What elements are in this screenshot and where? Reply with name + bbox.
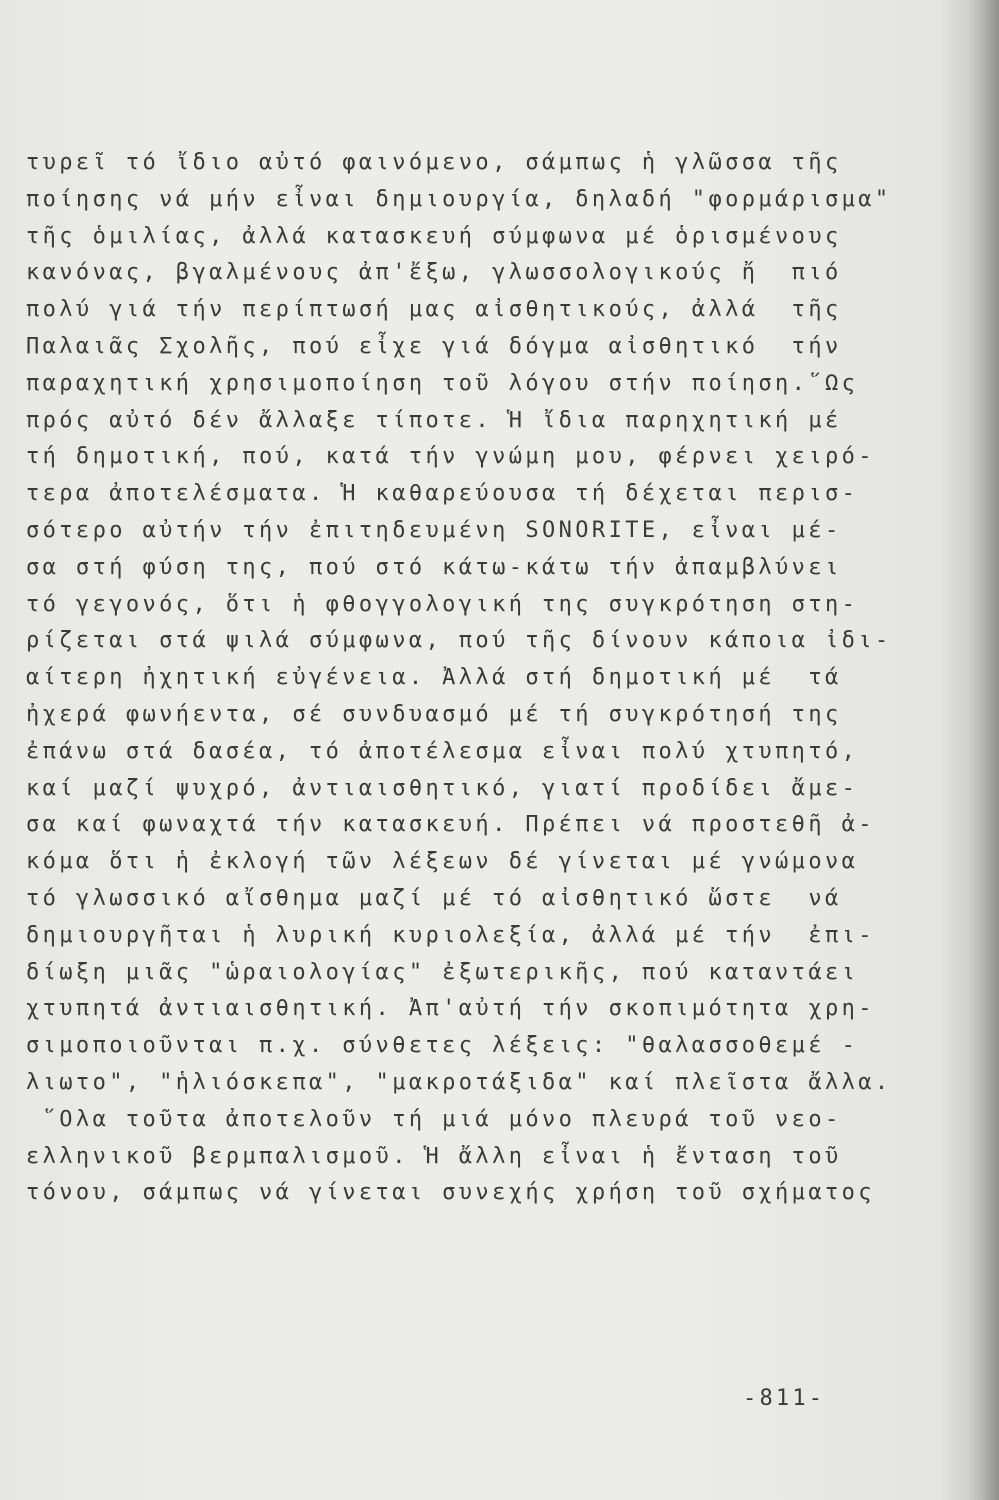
text-line: κανόνας, βγαλμένους ἀπ'ἔξω, γλωσσολογικούς ἤ πιό <box>26 260 842 286</box>
text-line: ῞Ολα τοῦτα ἀποτελοῦν τή μιά μόνο πλευρά τοῦ νεο- <box>26 1106 842 1132</box>
text-line: Παλαιᾶς Σχολῆς, πού εἶχε γιά δόγμα αἰσθητικό τήν <box>26 333 842 359</box>
text-line: δίωξη μιᾶς "ὡραιολογίας" ἐξωτερικῆς, πού καταντάει <box>26 959 859 985</box>
text-line: λιωτο", "ἡλιόσκεπα", "μακροτάξιδα" καί πλεῖστα ἄλλα. <box>26 1069 892 1095</box>
text-line: παραχητική χρησιμοποίηση τοῦ λόγου στήν ποίηση.῞Ως <box>26 370 859 396</box>
text-line: χτυπητά ἀντιαισθητική. Ἀπ'αὐτή τήν σκοπιμότητα χρη- <box>26 996 875 1022</box>
text-line: σα στή φύση της, πού στό κάτω-κάτω τήν ἀπαμβλύνει <box>26 554 842 580</box>
text-line: τυρεῖ τό ἴδιο αὐτό φαινόμενο, σάμπως ἡ γλῶσσα τῆς <box>26 150 842 175</box>
text-line: πρός αὐτό δέν ἄλλαξε τίποτε. Ἡ ἴδια παρηχητική μέ <box>26 407 842 433</box>
text-line: σιμοποιοῦνται π.χ. σύνθετες λέξεις: "θαλασσοθεμέ - <box>26 1033 859 1059</box>
body-text <box>26 145 906 1212</box>
text-line: ἠχερά φωνήεντα, σέ συνδυασμό μέ τή συγκρότησή της <box>26 701 842 727</box>
text-line: σα καί φωναχτά τήν κατασκευή. Πρέπει νά προστεθῆ ἀ- <box>26 812 875 838</box>
text-line: τό γεγονός, ὅτι ἡ φθογγολογική της συγκρότηση στη- <box>26 591 859 617</box>
text-line: αίτερη ἠχητική εὐγένεια. Ἀλλά στή δημοτική μέ τά <box>26 665 842 691</box>
text-line: τόνου, σάμπως νά γίνεται συνεχής χρήση τοῦ σχήματος <box>26 1180 875 1206</box>
text-line: ελληνικοῦ βερμπαλισμοῦ. Ἡ ἄλλη εἶναι ἡ ἔνταση τοῦ <box>26 1143 842 1169</box>
text-line: τό γλωσσικό αἴσθημα μαζί μέ τό αἰσθητικό ὥστε νά <box>26 885 842 911</box>
text-line: πολύ γιά τήν περίπτωσή μας αἰσθητικούς, ἀλλά τῆς <box>26 297 842 323</box>
page-number: -811- <box>743 1386 826 1411</box>
page-edge-shadow <box>969 0 999 1500</box>
text-line: τερα ἀποτελέσματα. Ἡ καθαρεύουσα τή δέχεται περισ- <box>26 481 859 507</box>
text-line: δημιουργῆται ἡ λυρική κυριολεξία, ἀλλά μέ τήν ἐπι- <box>26 922 875 948</box>
text-line: καί μαζί ψυχρό, ἀντιαισθητικό, γιατί προδίδει ἄμε- <box>26 775 859 801</box>
text-line: τῆς ὁμιλίας, ἀλλά κατασκευή σύμφωνα μέ ὁρισμένους <box>26 223 842 249</box>
text-line: σότερο αὐτήν τήν ἐπιτηδευμένη SONORITE, εἶναι μέ- <box>26 517 842 543</box>
text-line: ποίησης νά μήν εἶναι δημιουργία, δηλαδή "φορμάρισμα" <box>26 186 892 212</box>
text-line: τή δημοτική, πού, κατά τήν γνώμη μου, φέρνει χειρό- <box>26 444 875 470</box>
text-line: ρίζεται στά ψιλά σύμφωνα, πού τῆς δίνουν κάποια ἰδι- <box>26 628 892 654</box>
text-line: κόμα ὅτι ἡ ἐκλογή τῶν λέξεων δέ γίνεται μέ γνώμονα <box>26 849 859 875</box>
text-line: ἐπάνω στά δασέα, τό ἀποτέλεσμα εἶναι πολύ χτυπητό, <box>26 738 859 764</box>
